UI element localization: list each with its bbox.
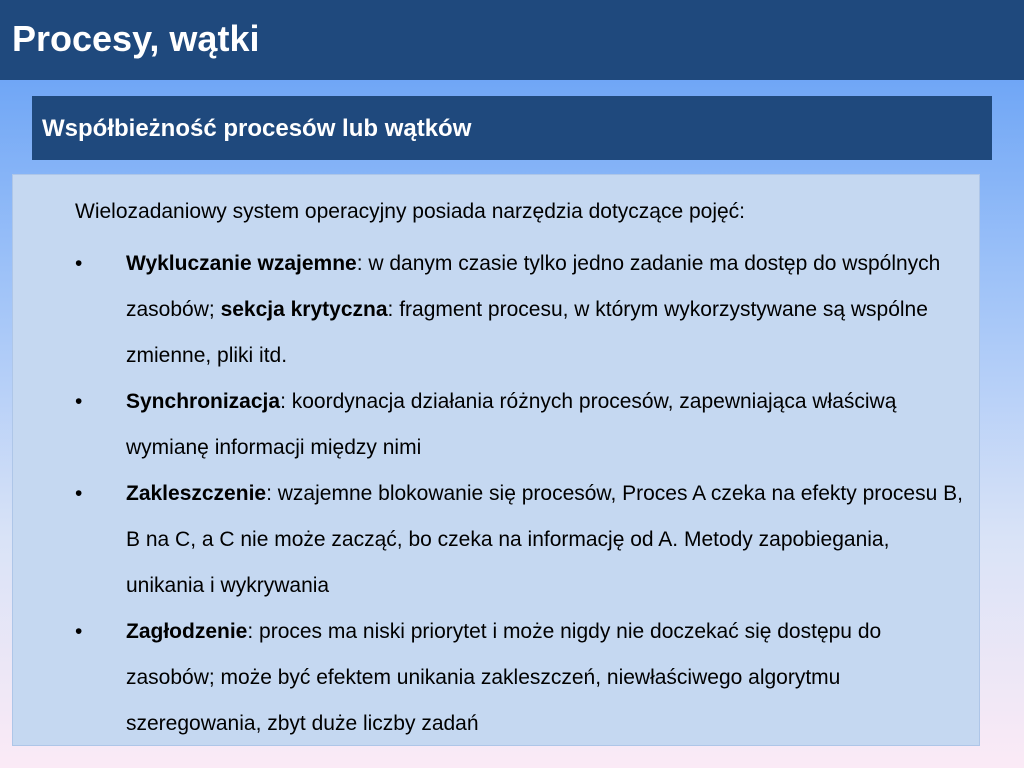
section-title: Współbieżność procesów lub wątków (42, 115, 472, 142)
intro-text: Wielozadaniowy system operacyjny posiada narzędzia dotyczące pojęć: (75, 200, 746, 223)
bullet-deadlock (75, 471, 965, 609)
bullet-starvation (75, 609, 965, 747)
content-box (12, 174, 980, 746)
bullet-icon: • (75, 482, 83, 505)
bullet-icon: • (75, 620, 83, 643)
bullet-icon: • (75, 390, 83, 413)
term-deadlock: Zakleszczenie (126, 482, 267, 505)
term-synchronization: Synchronizacja (126, 390, 281, 413)
bullet-text: : wzajemne blokowanie się procesów, Proces A czeka na efekty procesu B, B na C, a C nie może zacząć, bo czeka na informację od A. Metody zapobiegania, unikania i wykrywania (126, 482, 963, 597)
bullet-synchronization (75, 379, 965, 471)
bullet-text: : proces ma niski priorytet i może nigdy nie doczekać się dostępu do zasobów; może być efektem unikania zakleszczeń, niewłaściwego algorytmu szeregowania, zbyt duże liczby zadań (126, 620, 882, 735)
bullet-icon: • (75, 252, 83, 275)
bullet-list (75, 241, 965, 747)
subtitle-bar (32, 96, 992, 160)
term-starvation: Zagłodzenie (126, 620, 248, 643)
term-mutual-exclusion: Wykluczanie wzajemne (126, 252, 357, 275)
title-bar (0, 0, 1024, 80)
bullet-text: : koordynacja działania różnych procesów, zapewniająca właściwą wymianę informacji między nimi (126, 390, 897, 459)
page-title: Procesy, wątki (12, 18, 260, 59)
term-critical-section: sekcja krytyczna (220, 298, 388, 321)
bullet-text: : w danym czasie tylko jedno zadanie ma dostęp do wspólnych zasobów; (126, 252, 941, 321)
bullet-mutual-exclusion (75, 241, 965, 379)
bullet-text: : fragment procesu, w którym wykorzystywane są wspólne zmienne, pliki itd. (126, 298, 928, 367)
